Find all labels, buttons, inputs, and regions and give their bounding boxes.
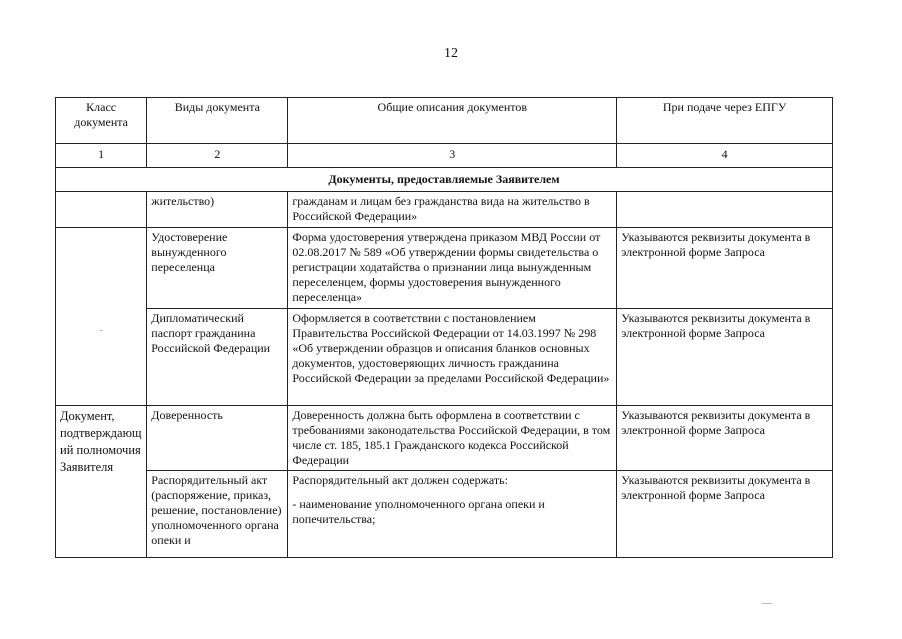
description-cell: гражданам и лицам без гражданства вида на жительство в Российской Федерации»: [288, 192, 617, 228]
header-document-types: Виды документа: [147, 98, 288, 144]
description-item: - наименование уполномоченного органа опеки и попечительства;: [292, 497, 545, 526]
scan-mark: [762, 603, 772, 604]
document-type-cell: жительство): [147, 192, 288, 228]
table-row: [56, 228, 833, 309]
description-cell: Оформляется в соответствии с постановлением Правительства Российской Федерации от 14.03.1997 № 298 «Об утверждении образцов и описания бланков основных документов, удостоверяющих личность гражданина Российской Федерации за пределами Российской Федерации»: [288, 309, 617, 406]
epgu-cell-empty: [617, 192, 833, 228]
description-cell: Доверенность должна быть оформлена в соответствии с требованиями законодательства Российской Федерации, в том числе ст. 185, 185.1 Гражданского кодекса Российской Федерации: [288, 406, 617, 471]
table-header-row: [56, 98, 833, 144]
column-number: 3: [288, 144, 617, 168]
document-type-cell: Дипломатический паспорт гражданина Российской Федерации: [147, 309, 288, 406]
column-number: 2: [147, 144, 288, 168]
page-number: 12: [444, 46, 458, 61]
table-row: [56, 406, 833, 471]
table-row: [56, 471, 833, 558]
document-type-cell: Удостоверение вынужденного переселенца: [147, 228, 288, 309]
class-text: ий полномочия: [60, 443, 141, 457]
column-numbers-row: [56, 144, 833, 168]
header-epgu-submission: При подаче через ЕПГУ: [617, 98, 833, 144]
document-type-cell: Распорядительный акт (распоряжение, приказ, решение, постановление) уполномоченного органа опеки и: [147, 471, 288, 558]
description-cell: Форма удостоверения утверждена приказом МВД России от 02.08.2017 № 589 «Об утверждении формы свидетельства о регистрации ходатайства о признании лица вынужденным переселенцем, формы удостоверения вынужденного переселенца»: [288, 228, 617, 309]
column-number: 1: [56, 144, 147, 168]
epgu-cell: Указываются реквизиты документа в электронной форме Запроса: [617, 406, 833, 471]
document-type-cell: Доверенность: [147, 406, 288, 471]
spacer: [292, 488, 612, 497]
epgu-cell: Указываются реквизиты документа в электронной форме Запроса: [617, 228, 833, 309]
class-text: Заявителя: [60, 460, 114, 474]
class-cell-empty: [56, 192, 147, 228]
section-row: [56, 168, 833, 192]
class-cell: [56, 228, 147, 406]
class-cell: [56, 406, 147, 558]
epgu-cell: Указываются реквизиты документа в электронной форме Запроса: [617, 309, 833, 406]
column-number: 4: [617, 144, 833, 168]
epgu-cell: Указываются реквизиты документа в электронной форме Запроса: [617, 471, 833, 558]
description-cell: [288, 471, 617, 558]
documents-table: [55, 97, 833, 558]
header-general-descriptions: Общие описания документов: [288, 98, 617, 144]
class-text: подтверждающ: [60, 426, 142, 440]
section-title: Документы, предоставляемые Заявителем: [56, 168, 833, 192]
class-mark: .: [99, 320, 103, 334]
table-row: [56, 192, 833, 228]
description-intro: Распорядительный акт должен содержать:: [292, 473, 508, 487]
class-text: Документ,: [60, 409, 115, 423]
table-row: [56, 309, 833, 406]
header-document-class: Класс документа: [56, 98, 147, 144]
